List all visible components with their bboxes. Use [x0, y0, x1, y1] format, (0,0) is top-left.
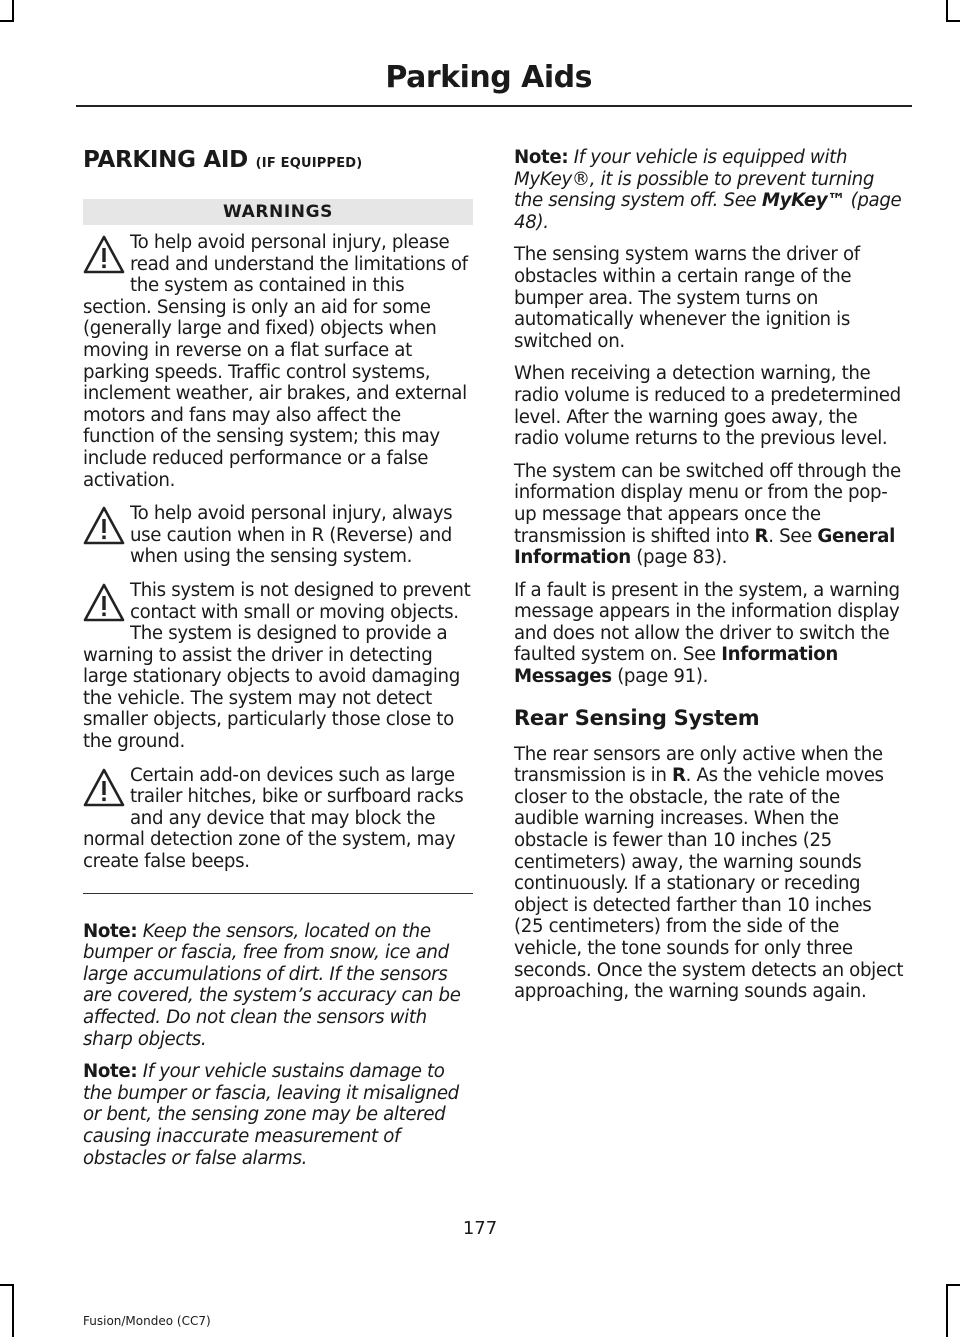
information-messages-link[interactable]: Information Messages — [514, 644, 839, 688]
page-number: 177 — [462, 1218, 498, 1239]
note-text: Keep the sensors, located on the bumper or fascia, free from snow, ice and large accumulations of dirt. If the sensors are covered, the system’s accuracy can be affected. Do not clean the sensors with sharp objects. — [83, 920, 461, 1050]
section-title — [83, 147, 473, 173]
crop-mark — [946, 0, 948, 20]
body-text: The system can be switched off through the information display menu or from the pop-up message that appears once the transmission is shifted into — [514, 460, 901, 547]
note-label: Note: — [83, 1061, 138, 1083]
note-label: Note: — [83, 920, 138, 942]
note-paragraph — [83, 921, 473, 1051]
page-ref: (page 91). — [617, 666, 709, 688]
note-paragraph — [83, 1061, 473, 1169]
warning-text: Certain add-on devices such as large trailer hitches, bike or surfboard racks and any device that may block the normal detection zone of the system, may create false beeps. — [83, 764, 464, 873]
body-paragraph — [514, 744, 906, 1003]
crop-mark — [0, 1284, 14, 1286]
crop-mark — [0, 20, 14, 22]
section-title-text: PARKING AID — [83, 147, 248, 173]
general-information-link[interactable]: General Information — [514, 525, 895, 569]
note-text: If your vehicle sustains damage to the bumper or fascia, leaving it misaligned or bent, the sensing zone may be altered causing inaccurate measurement of obstacles or false alarms. — [83, 1061, 459, 1169]
body-text: . See — [768, 525, 812, 547]
warning-item — [83, 232, 473, 491]
header-divider — [76, 105, 912, 107]
left-column — [83, 145, 473, 1180]
note-label: Note: — [514, 147, 569, 168]
crop-mark — [946, 1284, 960, 1286]
note-text: If your vehicle is equipped with MyKey®, it is possible to prevent turning the sensing system off. See — [514, 147, 875, 212]
gear-r-label: R — [672, 765, 686, 787]
warning-text: To help avoid personal injury, please read and understand the limitations of the system as contained in this section. Sensing is only an aid for some (generally large and fixed) objects when moving in reverse on a flat surface at parking speeds. Traffic control systems, inclement weather, air brakes, and external motors and fans may also affect the function of the sensing system; this may include reduced performance or a false activation. — [83, 232, 468, 491]
footer-model-code: Fusion/Mondeo (CC7) — [83, 1314, 211, 1328]
body-text: . As the vehicle moves closer to the obstacle, the rate of the audible warning increases. When the obstacle is fewer than 10 inches (25 centimeters) away, the warning sounds continuously. If a stationary or receding object is detected farther than 10 inches (25 centimeters) from the side of the vehicle, the tone sounds for only three seconds. Once the system detects an object approaching, the warning sounds again. — [514, 765, 904, 1003]
body-paragraph: When receiving a detection warning, the radio volume is reduced to a predetermined level. After the warning goes away, the radio volume returns to the previous level. — [514, 363, 901, 450]
warning-text: This system is not designed to prevent contact with small or moving objects. The system is designed to provide a warning to assist the driver in detecting large stationary objects to avoid damaging the vehicle. The system may not detect smaller objects, particularly those close to the ground. — [83, 579, 471, 753]
right-column — [514, 145, 906, 1014]
warning-text: To help avoid personal injury, always use caution when in R (Reverse) and when using the sensing system. — [130, 503, 453, 568]
crop-mark — [946, 20, 960, 22]
mykey-link[interactable]: MyKey™ — [761, 190, 846, 212]
note-page-ref: (page 48). — [514, 190, 902, 233]
warnings-heading: WARNINGS — [83, 199, 473, 225]
body-text: If a fault is present in the system, a warning message appears in the information display and does not allow the driver to switch the faulted system on. See — [514, 579, 900, 666]
warning-triangle-icon — [83, 234, 125, 276]
body-paragraph: The sensing system warns the driver of obstacles within a certain range of the bumper area. The system turns on automatically whenever the ignition is switched on. — [514, 244, 860, 352]
page-header-title: Parking Aids — [385, 60, 592, 95]
crop-mark — [12, 1284, 14, 1337]
warning-item — [83, 765, 473, 873]
page-ref: (page 83). — [636, 547, 728, 569]
warning-item — [83, 503, 473, 568]
gear-r-label: R — [754, 525, 769, 547]
crop-mark — [946, 1284, 948, 1337]
body-text: The rear sensors are only active when the transmission is in — [514, 743, 883, 787]
warning-triangle-icon — [83, 767, 125, 809]
warning-triangle-icon — [83, 505, 125, 547]
section-title-suffix: (IF EQUIPPED) — [255, 156, 363, 171]
warning-item — [83, 580, 473, 753]
warning-triangle-icon — [83, 582, 125, 624]
warnings-end-divider — [83, 893, 473, 894]
subsection-title: Rear Sensing System — [514, 705, 760, 730]
note-paragraph — [514, 147, 906, 233]
body-paragraph — [514, 580, 906, 688]
crop-mark — [12, 0, 14, 20]
body-paragraph — [514, 461, 906, 569]
